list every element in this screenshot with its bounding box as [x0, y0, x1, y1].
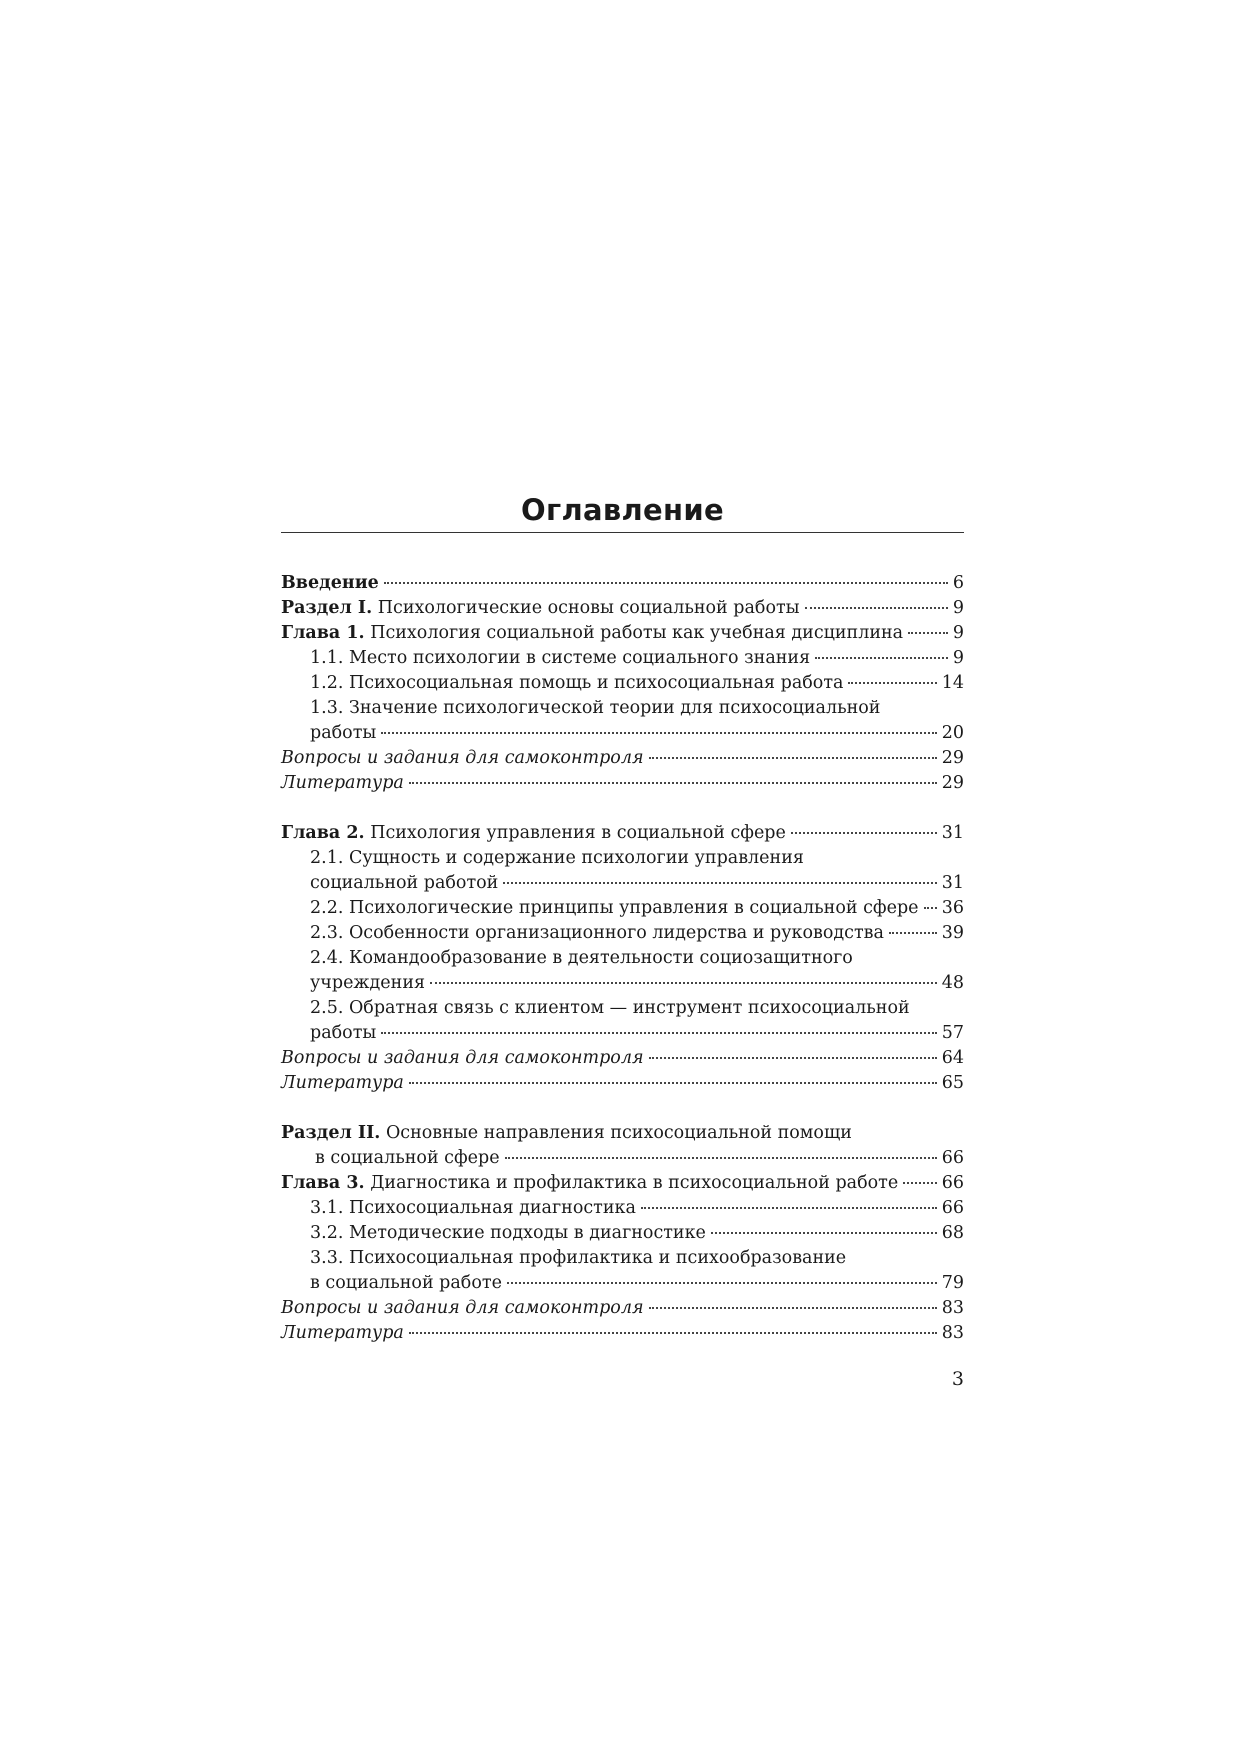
entry-page: 20	[941, 723, 964, 743]
toc-entry-questions-1	[281, 746, 964, 771]
entry-page: 68	[941, 1223, 964, 1243]
toc-entry-chapter-3	[281, 1171, 964, 1196]
toc-entry-literature-2	[281, 1071, 964, 1096]
entry-prefix: Раздел I.	[281, 598, 373, 618]
toc-entry-chapter-2	[281, 821, 964, 846]
entry-page: 65	[941, 1073, 964, 1093]
dot-leader	[409, 1332, 937, 1334]
toc-entry-3-1	[281, 1196, 964, 1221]
entry-page: 83	[941, 1298, 964, 1318]
dot-leader	[815, 657, 948, 659]
entry-text: 2.3. Особенности организационного лидерства и руководства	[310, 923, 884, 943]
entry-prefix: Введение	[281, 573, 379, 593]
entry-text: учреждения	[310, 973, 426, 993]
toc-entry-section-2	[281, 1121, 964, 1171]
entry-text: Вопросы и задания для самоконтроля	[281, 1298, 644, 1318]
toc-entry-3-3	[281, 1246, 964, 1296]
toc-entry-1-2	[281, 671, 964, 696]
entry-text: 3.2. Методические подходы в диагностике	[310, 1223, 706, 1243]
entry-text: Литература	[281, 773, 404, 793]
entry-text: Вопросы и задания для самоконтроля	[281, 1048, 644, 1068]
entry-text: Диагностика и профилактика в психосоциальной работе	[370, 1173, 899, 1193]
dot-leader	[805, 607, 948, 609]
toc-entry-2-5	[281, 996, 964, 1046]
entry-page: 57	[941, 1023, 964, 1043]
dot-leader	[384, 582, 948, 584]
entry-page: 39	[941, 923, 964, 943]
entry-page: 31	[941, 873, 964, 893]
toc-entry-2-2	[281, 896, 964, 921]
entry-text: в социальной работе	[310, 1273, 502, 1293]
dot-leader	[903, 1182, 937, 1184]
dot-leader	[848, 682, 936, 684]
dot-leader	[924, 907, 937, 909]
dot-leader	[649, 1307, 937, 1309]
entry-head: 2.4. Командообразование в деятельности социозащитного	[310, 948, 853, 968]
entry-prefix: Глава 3.	[281, 1173, 365, 1193]
entry-text: работы	[310, 723, 377, 743]
entry-text: 2.2. Психологические принципы управления в социальной сфере	[310, 898, 919, 918]
dot-leader	[889, 932, 937, 934]
entry-page: 9	[952, 598, 964, 618]
entry-page: 66	[941, 1148, 964, 1168]
entry-text: Психологические основы социальной работы	[377, 598, 800, 618]
dot-leader	[649, 1057, 937, 1059]
entry-head: 1.3. Значение психологической теории для психосоциальной	[310, 698, 881, 718]
entry-page: 66	[941, 1173, 964, 1193]
dot-leader	[503, 882, 936, 884]
dot-leader	[505, 1157, 937, 1159]
toc-title: Оглавление	[521, 493, 724, 527]
entry-page: 83	[941, 1323, 964, 1343]
entry-page: 79	[941, 1273, 964, 1293]
entry-page: 64	[941, 1048, 964, 1068]
dot-leader	[409, 1082, 937, 1084]
entry-page: 14	[941, 673, 964, 693]
dot-leader	[507, 1282, 937, 1284]
toc-entry-literature-1	[281, 771, 964, 796]
entry-text: 1.1. Место психологии в системе социального знания	[310, 648, 811, 668]
toc-entry-introduction	[281, 571, 964, 596]
toc-entry-3-2	[281, 1221, 964, 1246]
dot-leader	[381, 732, 936, 734]
entry-text: 1.2. Психосоциальная помощь и психосоциальная работа	[310, 673, 844, 693]
toc-entry-2-4	[281, 946, 964, 996]
entry-text: Литература	[281, 1323, 404, 1343]
dot-leader	[649, 757, 937, 759]
toc-entry-2-1	[281, 846, 964, 896]
dot-leader	[711, 1232, 937, 1234]
toc-entry-questions-2	[281, 1046, 964, 1071]
entry-prefix: Глава 1.	[281, 623, 365, 643]
dot-leader	[409, 782, 937, 784]
entry-head: 2.5. Обратная связь с клиентом — инструмент психосоциальной	[310, 998, 910, 1018]
entry-page: 31	[941, 823, 964, 843]
entry-page: 6	[952, 573, 964, 593]
dot-leader	[381, 1032, 936, 1034]
entry-text: Психология управления в социальной сфере	[370, 823, 786, 843]
toc-entry-1-3	[281, 696, 964, 746]
toc-entry-literature-3	[281, 1321, 964, 1346]
toc-list	[281, 571, 964, 1346]
toc-entry-chapter-1	[281, 621, 964, 646]
entry-page: 36	[941, 898, 964, 918]
entry-text: 3.1. Психосоциальная диагностика	[310, 1198, 636, 1218]
entry-page: 9	[952, 648, 964, 668]
entry-page: 9	[952, 623, 964, 643]
entry-text: в социальной сфере	[315, 1148, 500, 1168]
entry-prefix: Раздел II.	[281, 1123, 381, 1143]
toc-entry-2-3	[281, 921, 964, 946]
entry-page: 48	[941, 973, 964, 993]
entry-text: работы	[310, 1023, 377, 1043]
table-of-contents	[281, 490, 964, 1346]
entry-page: 29	[941, 773, 964, 793]
dot-leader	[641, 1207, 937, 1209]
entry-text: Литература	[281, 1073, 404, 1093]
dot-leader	[791, 832, 937, 834]
toc-entry-section-1	[281, 596, 964, 621]
entry-head: Основные направления психосоциальной помощи	[385, 1123, 852, 1143]
toc-entry-1-1	[281, 646, 964, 671]
dot-leader	[430, 982, 937, 984]
entry-text: Психология социальной работы как учебная дисциплина	[370, 623, 904, 643]
page-number: 3	[951, 1368, 964, 1390]
toc-entry-questions-3	[281, 1296, 964, 1321]
entry-head: 2.1. Сущность и содержание психологии управления	[310, 848, 804, 868]
title-rule	[281, 532, 964, 533]
entry-page: 66	[941, 1198, 964, 1218]
entry-head: 3.3. Психосоциальная профилактика и психообразование	[310, 1248, 847, 1268]
entry-text: социальной работой	[310, 873, 499, 893]
entry-page: 29	[941, 748, 964, 768]
entry-text: Вопросы и задания для самоконтроля	[281, 748, 644, 768]
dot-leader	[908, 632, 948, 634]
entry-prefix: Глава 2.	[281, 823, 365, 843]
